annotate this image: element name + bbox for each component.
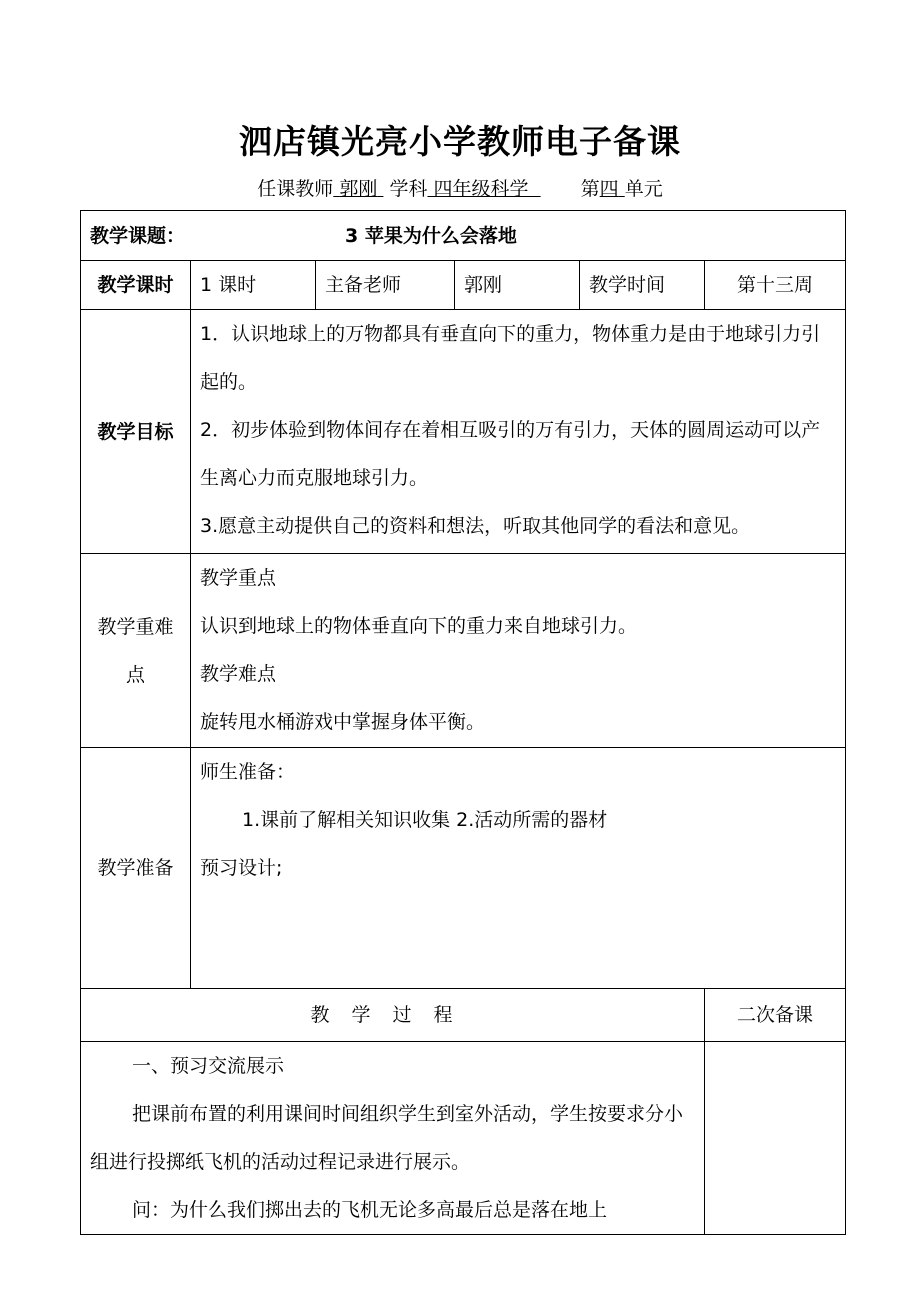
- key-points-label: 教学重难 点: [81, 554, 191, 748]
- process-paragraph: 把课前布置的利用课间时间组织学生到室外活动，学生按要求分小组进行投掷纸飞机的活动过程记录进行展示。: [90, 1103, 684, 1173]
- preparation-cell: [191, 748, 846, 989]
- key-points-row: [81, 554, 846, 748]
- difficulty-text: 旋转甩水桶游戏中掌握身体平衡。: [200, 711, 486, 733]
- unit-prefix: 第: [580, 178, 600, 200]
- goals-cell: [191, 310, 846, 554]
- unit-value: 四: [599, 178, 619, 200]
- teacher-name: 郭刚: [339, 178, 378, 200]
- second-prep-header: 二次备课: [705, 989, 846, 1042]
- process-header: 教学过程: [81, 989, 705, 1042]
- key-points-cell: [191, 554, 846, 748]
- lesson-plan-table: [80, 210, 846, 1235]
- preparation-row: [81, 748, 846, 989]
- goal-item: 1．认识地球上的万物都具有垂直向下的重力，物体重力是由于地球引力引起的。: [200, 323, 821, 393]
- difficulty-heading: 教学难点: [200, 663, 277, 685]
- key-text: 认识到地球上的物体垂直向下的重力来自地球引力。: [200, 615, 638, 637]
- hours-value: 1 课时: [191, 261, 316, 310]
- hours-label: 教学课时: [81, 261, 191, 310]
- second-prep-cell: [705, 1042, 846, 1235]
- unit-suffix: 单元: [624, 178, 663, 200]
- process-header-row: [81, 989, 846, 1042]
- process-cell: [81, 1042, 705, 1235]
- topic-row: [81, 211, 846, 261]
- subject-label: 学科: [389, 178, 428, 200]
- process-step-title: 一、预习交流展示: [132, 1055, 285, 1077]
- topic-cell: [81, 211, 846, 261]
- subject-value: 四年级科学: [433, 178, 529, 200]
- prep-design: 预习设计;: [200, 857, 283, 879]
- time-value: 第十三周: [705, 261, 846, 310]
- goal-item: 2．初步体验到物体间存在着相互吸引的万有引力，天体的圆周运动可以产生离心力而克服地球引力。: [200, 419, 821, 489]
- time-label: 教学时间: [580, 261, 705, 310]
- goals-label: 教学目标: [81, 310, 191, 554]
- hours-row: [81, 261, 846, 310]
- goals-row: [81, 310, 846, 554]
- topic-label: 教学课题：: [90, 224, 186, 247]
- prep-heading: 师生准备：: [200, 761, 296, 783]
- prep-items: 1.课前了解相关知识收集 2.活动所需的器材: [242, 809, 608, 831]
- page-title: 泗店镇光亮小学教师电子备课: [239, 122, 681, 161]
- process-question: 问：为什么我们掷出去的飞机无论多高最后总是落在地上: [132, 1199, 608, 1221]
- topic-value: 3 苹果为什么会落地: [345, 224, 517, 247]
- header-info-line: [0, 174, 920, 201]
- preparation-label: 教学准备: [81, 748, 191, 989]
- key-heading: 教学重点: [200, 567, 277, 589]
- process-row: [81, 1042, 846, 1235]
- lead-label: 主备老师: [316, 261, 455, 310]
- goal-item: 3.愿意主动提供自己的资料和想法，听取其他同学的看法和意见。: [200, 515, 751, 537]
- teacher-label: 任课教师: [257, 178, 334, 200]
- lead-value: 郭刚: [455, 261, 580, 310]
